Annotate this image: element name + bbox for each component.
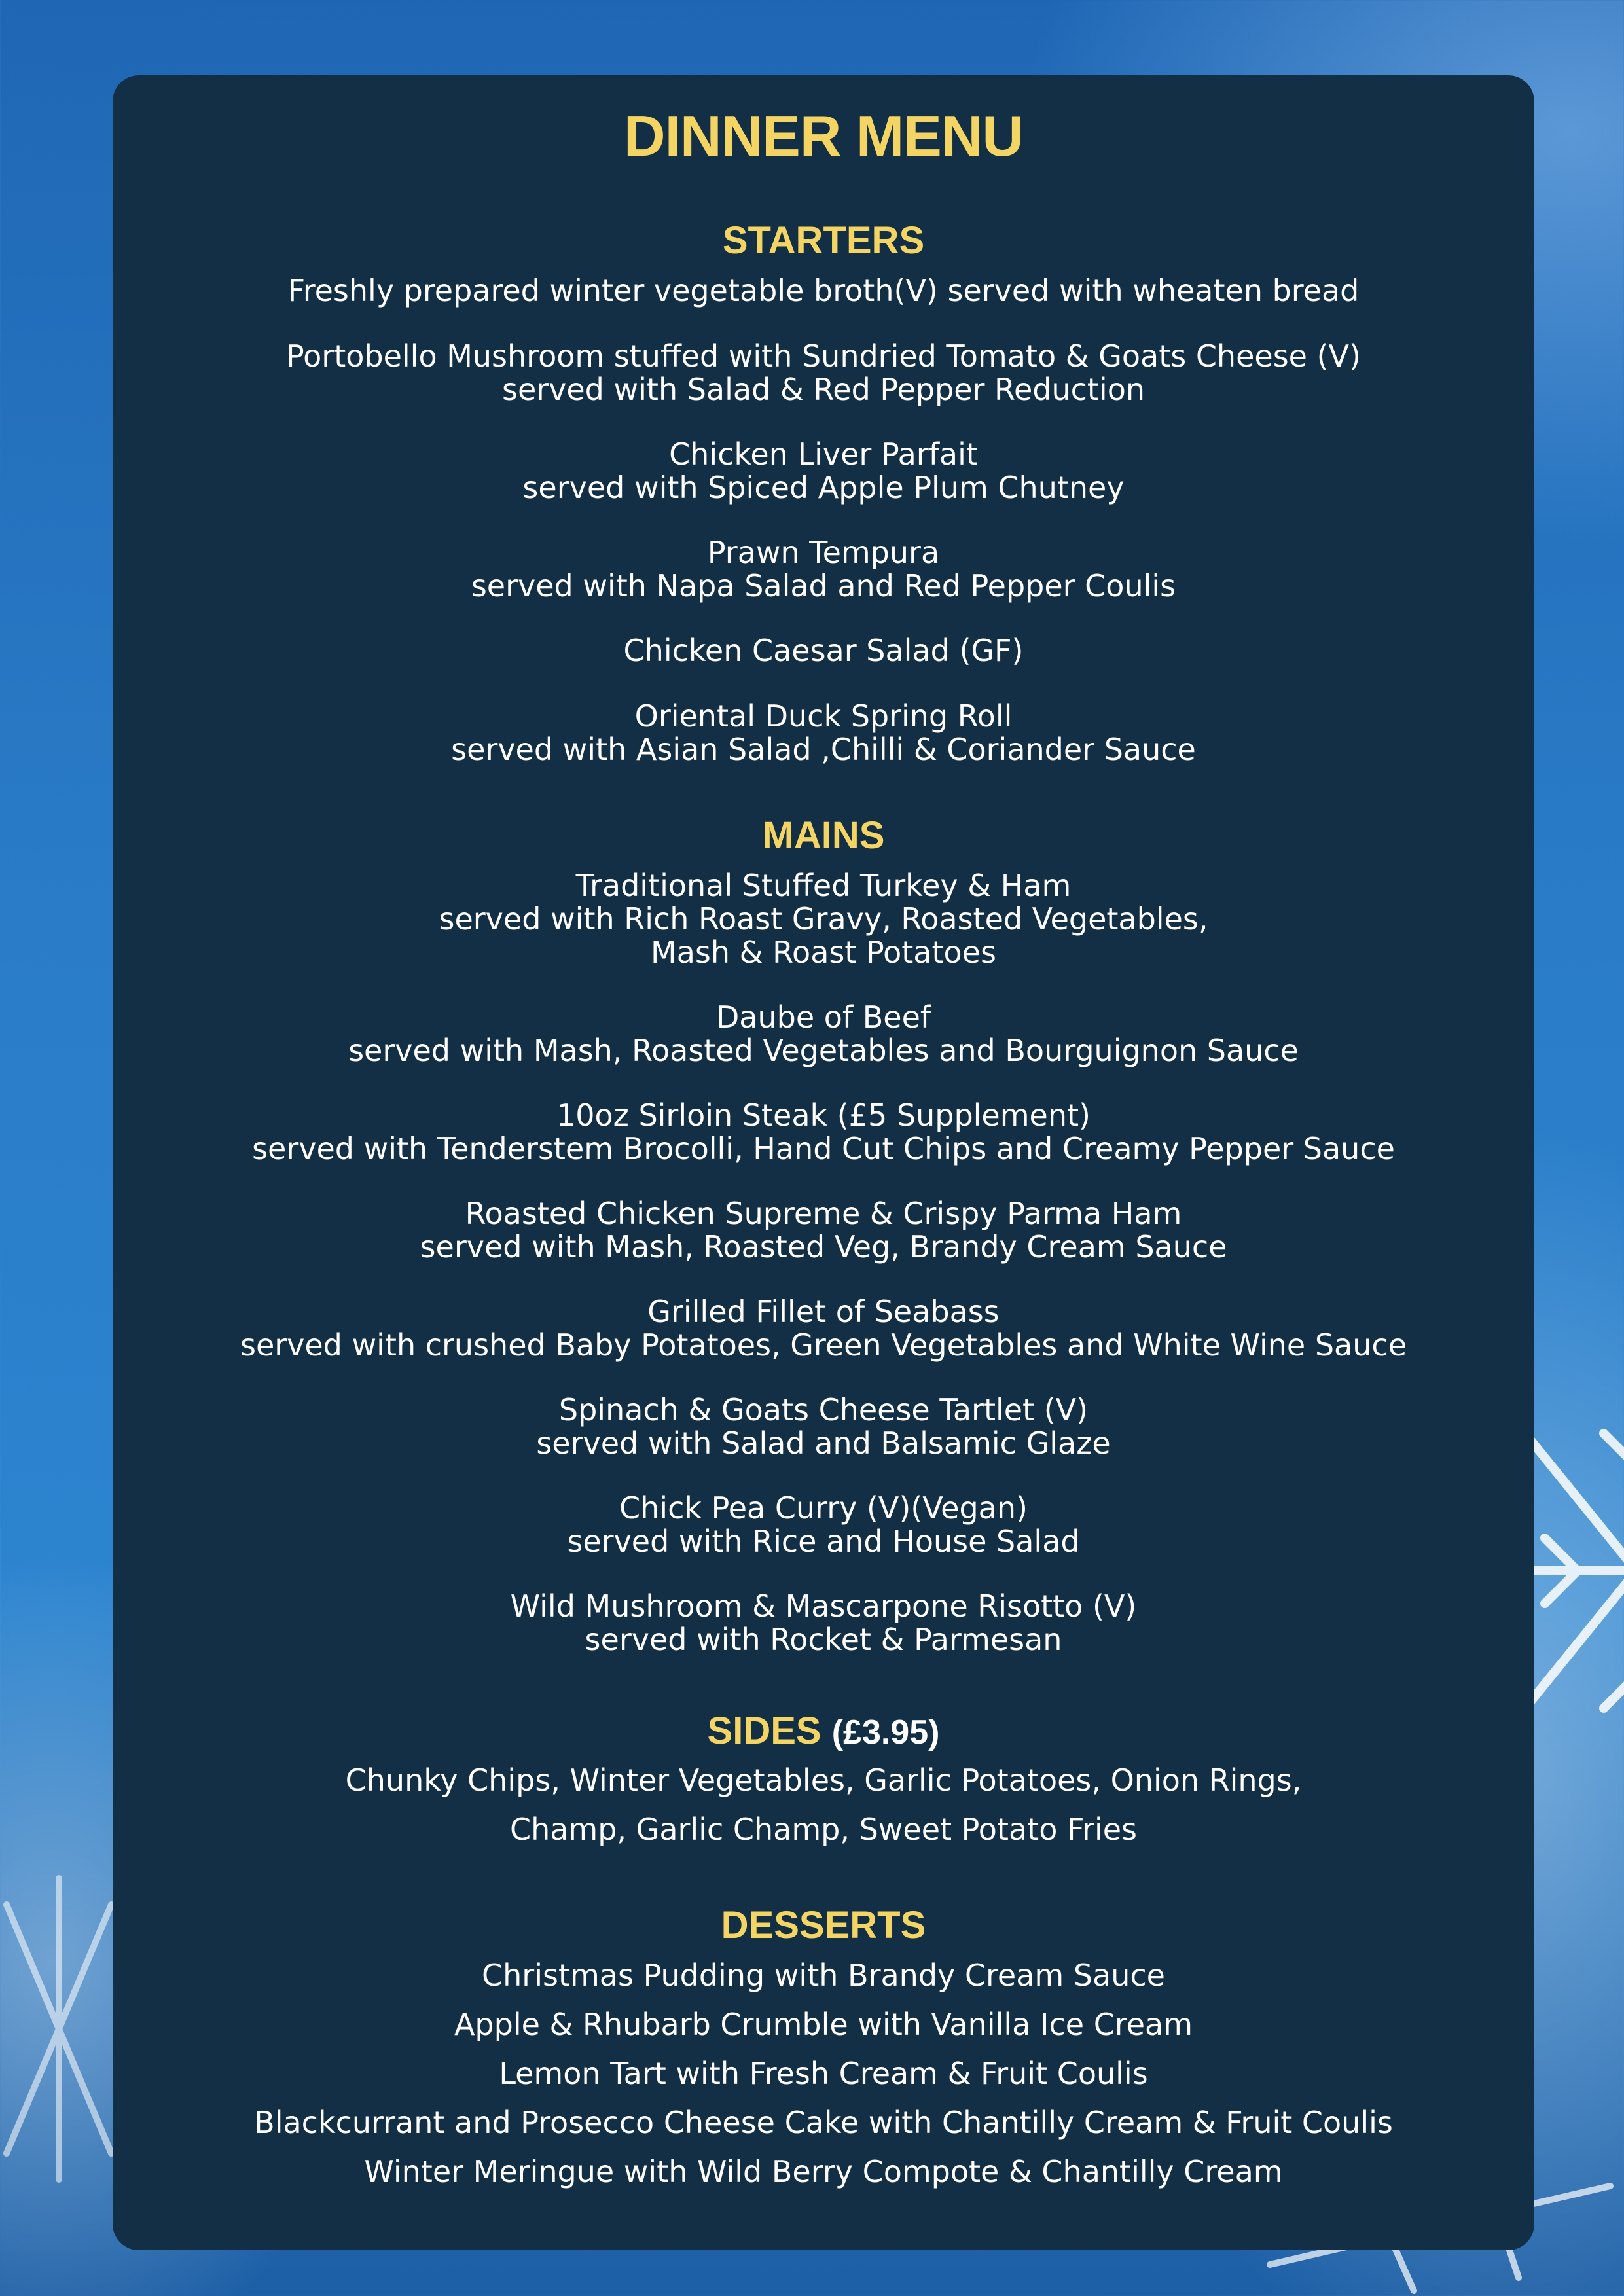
sides-line: Chunky Chips, Winter Vegetables, Garlic Potatoes, Onion Rings, [345,1763,1302,1798]
dish-name: Roasted Chicken Supreme & Crispy Parma Ham [465,1196,1182,1231]
dish-detail: served with Rice and House Salad [567,1524,1080,1559]
dish-detail: served with Rich Roast Gravy, Roasted Vegetables, [439,901,1208,937]
main-item [113,1001,1534,1067]
dish-name: Prawn Tempura [707,535,940,570]
dish-detail: served with Salad & Red Pepper Reduction [501,372,1145,407]
starter-item [113,340,1534,406]
dish-name: Chicken Caesar Salad (GF) [623,633,1024,668]
dish-name: Portobello Mushroom stuffed with Sundried Tomato & Goats Cheese (V) [286,338,1361,374]
dessert-item: Blackcurrant and Prosecco Cheese Cake with Chantilly Cream & Fruit Coulis [254,2105,1393,2140]
dish-detail: served with Rocket & Parmesan [585,1622,1062,1657]
dish-detail: served with Mash, Roasted Veg, Brandy Cream Sauce [420,1229,1227,1265]
dish-name: Freshly prepared winter vegetable broth(V) served with wheaten bread [287,273,1360,308]
dish-name: Spinach & Goats Cheese Tartlet (V) [558,1392,1089,1427]
sides-title: SIDES [707,1710,821,1752]
main-item [113,1492,1534,1558]
main-item [113,869,1534,969]
menu-title: DINNER MENU [624,103,1023,168]
starters-heading: STARTERS [722,219,925,262]
snowflake-icon [0,1865,118,2193]
sides-heading [113,1708,1534,1754]
dish-detail: served with Tenderstem Brocolli, Hand Cut Chips and Creamy Pepper Sauce [252,1131,1395,1166]
dessert-item: Lemon Tart with Fresh Cream & Fruit Coulis [499,2056,1148,2091]
menu-panel [113,75,1534,2250]
dish-name: 10oz Sirloin Steak (£5 Supplement) [556,1098,1091,1133]
sides-price: (£3.95) [831,1713,940,1751]
dish-name: Grilled Fillet of Seabass [647,1294,1000,1329]
dish-name: Daube of Beef [715,999,931,1035]
dish-detail: served with Salad and Balsamic Glaze [536,1426,1111,1461]
dish-detail: served with Mash, Roasted Vegetables and Bourguignon Sauce [348,1033,1299,1068]
dish-detail: served with crushed Baby Potatoes, Green Vegetables and White Wine Sauce [240,1327,1407,1363]
starter-item [113,634,1534,668]
dessert-item: Christmas Pudding with Brandy Cream Sauce [482,1958,1165,1993]
mains-heading: MAINS [762,814,885,857]
main-item [113,1295,1534,1362]
starter-item [113,438,1534,505]
sides-line: Champ, Garlic Champ, Sweet Potato Fries [509,1812,1138,1847]
desserts-heading: DESSERTS [721,1904,926,1946]
starter-item [113,536,1534,603]
main-item [113,1197,1534,1264]
dish-name: Traditional Stuffed Turkey & Ham [575,868,1072,903]
main-item [113,1393,1534,1460]
dish-detail: served with Asian Salad ,Chilli & Coriander Sauce [451,732,1196,767]
dish-name: Chicken Liver Parfait [669,437,978,472]
dessert-item: Apple & Rhubarb Crumble with Vanilla Ice Cream [454,2007,1193,2042]
starter-item [113,274,1534,308]
dish-detail: served with Spiced Apple Plum Chutney [522,470,1125,505]
dish-name: Chick Pea Curry (V)(Vegan) [619,1490,1028,1526]
dish-detail: Mash & Roast Potatoes [651,935,996,970]
dish-name: Wild Mushroom & Mascarpone Risotto (V) [510,1588,1137,1624]
dish-name: Oriental Duck Spring Roll [634,698,1013,734]
starter-item [113,700,1534,766]
main-item [113,1590,1534,1657]
dessert-item: Winter Meringue with Wild Berry Compote & Chantilly Cream [364,2154,1283,2189]
main-item [113,1099,1534,1166]
dish-detail: served with Napa Salad and Red Pepper Coulis [471,568,1176,603]
